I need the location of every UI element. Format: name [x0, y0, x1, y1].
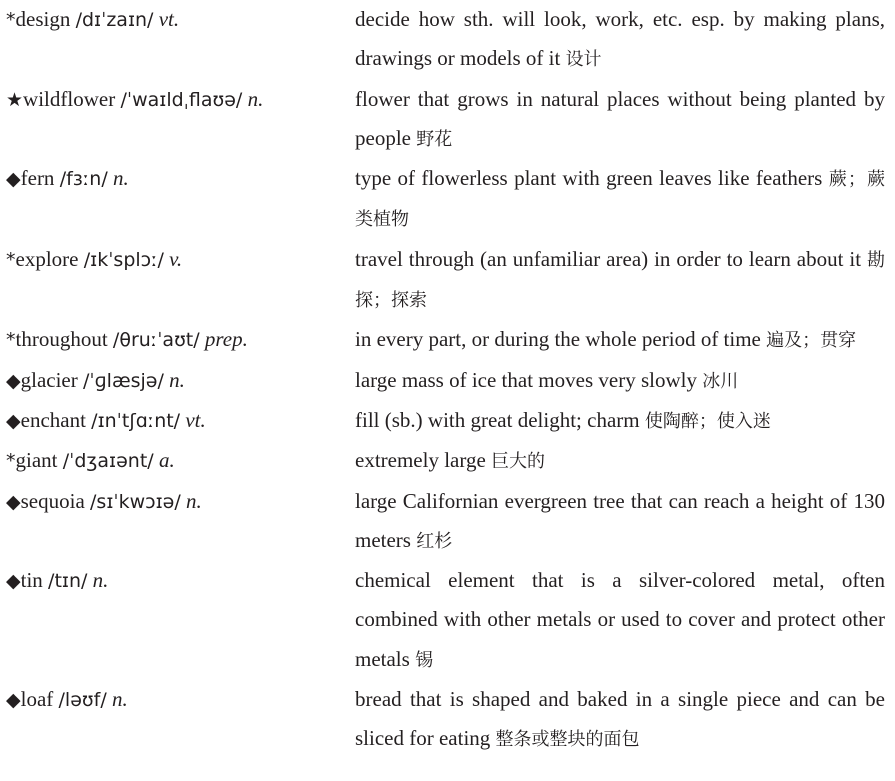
entry-marker: ◆: [6, 570, 21, 593]
entry-definition: bread that is shaped and baked in a single piece and can be sliced for eating: [355, 687, 885, 751]
entry-definition-block: [355, 482, 885, 562]
entry-definition-block: [355, 320, 885, 360]
entry-translation: 巨大的: [491, 451, 546, 473]
entry-headword: [0, 680, 355, 760]
entry-word: design: [15, 7, 71, 31]
entry-phonetic: /ɪkˈsplɔː/: [83, 248, 164, 271]
entry-part-of-speech: n.: [169, 367, 185, 392]
entry-part-of-speech: n.: [112, 166, 129, 191]
entry-part-of-speech: prep.: [204, 327, 248, 352]
entry-word: sequoia: [20, 488, 85, 513]
vocab-entry: [0, 561, 895, 680]
entry-part-of-speech: n.: [111, 687, 128, 712]
entry-headword: [0, 0, 355, 80]
entry-definition-block: [355, 441, 885, 481]
entry-marker: ◆: [6, 490, 21, 513]
entry-definition: decide how sth. will look, work, etc. esp. by making plans, drawings or models of it: [355, 7, 885, 71]
entry-phonetic: /θruːˈaʊt/: [112, 329, 200, 352]
entry-phonetic: /dɪˈzaɪn/: [75, 9, 154, 31]
entry-phonetic: /ɪnˈtʃɑːnt/: [91, 409, 181, 432]
entry-translation: 蕨；蕨类植物: [355, 169, 886, 231]
entry-definition: large mass of ice that moves very slowly: [355, 367, 697, 392]
entry-headword: [0, 482, 355, 562]
entry-phonetic: /ˈɡlæsjə/: [83, 369, 164, 392]
entry-part-of-speech: v.: [169, 246, 183, 271]
entry-marker: *: [6, 329, 16, 352]
entry-definition: fill (sb.) with great delight; charm: [355, 407, 640, 432]
entry-translation: 设计: [565, 49, 602, 71]
entry-definition: in every part, or during the whole period of time: [355, 327, 761, 352]
entry-translation: 锡: [415, 649, 434, 671]
vocab-entry: [0, 361, 895, 401]
entry-headword: [0, 80, 355, 160]
entry-marker: ◆: [6, 689, 21, 712]
vocab-entry: [0, 441, 895, 481]
entry-part-of-speech: n.: [92, 568, 109, 593]
entry-word: glacier: [20, 367, 78, 392]
entry-marker: ◆: [6, 409, 21, 432]
vocab-entry: [0, 482, 895, 562]
entry-word: wildflower: [23, 86, 116, 111]
entry-word: enchant: [20, 407, 86, 432]
vocab-entry: [0, 80, 895, 160]
entry-phonetic: /tɪn/: [48, 570, 88, 593]
vocab-entry: [0, 401, 895, 441]
entry-headword: [0, 320, 355, 360]
entry-definition-block: [355, 401, 885, 441]
entry-definition-block: [355, 80, 885, 160]
entry-definition-block: [355, 561, 885, 680]
entry-translation: 冰川: [702, 370, 739, 392]
entry-marker: ◆: [6, 369, 21, 392]
vocab-entry: [0, 159, 895, 240]
vocab-entry: [0, 680, 895, 760]
vocab-entry: [0, 0, 895, 80]
entry-part-of-speech: a.: [158, 448, 175, 473]
entry-phonetic: /fɜːn/: [59, 168, 108, 191]
entry-word: throughout: [15, 327, 108, 352]
entry-word: loaf: [20, 687, 54, 712]
entry-definition-block: [355, 0, 885, 80]
entry-translation: 野花: [416, 128, 453, 150]
entry-definition: chemical element that is a silver-colored metal, often combined with other metals or used to cover and protect other metals: [355, 568, 885, 671]
entry-headword: [0, 441, 355, 481]
entry-definition: type of flowerless plant with green leaves like feathers: [355, 166, 823, 191]
entry-headword: [0, 401, 355, 441]
entry-part-of-speech: vt.: [158, 7, 180, 31]
entry-headword: [0, 240, 355, 321]
entry-word: tin: [20, 568, 43, 593]
entry-translation: 勘探；探索: [355, 249, 886, 312]
vocab-entry: [0, 240, 895, 321]
entry-part-of-speech: n.: [247, 86, 264, 111]
entry-definition-block: [355, 159, 885, 240]
entry-definition-block: [355, 680, 885, 760]
entry-definition-block: [355, 361, 885, 401]
entry-headword: [0, 561, 355, 680]
entry-word: explore: [15, 246, 79, 271]
entry-definition: flower that grows in natural places without being planted by people: [355, 86, 885, 150]
entry-definition: travel through (an unfamiliar area) in order to learn about it: [355, 246, 862, 271]
entry-translation: 遍及；贯穿: [766, 330, 857, 352]
entry-translation: 使陶醉；使入迷: [644, 410, 771, 432]
entry-definition-block: [355, 240, 885, 321]
entry-headword: [0, 159, 355, 240]
entry-phonetic: /ˈdʒaɪənt/: [62, 450, 154, 473]
entry-phonetic: /ləʊf/: [58, 689, 107, 712]
entry-phonetic: /ˈwaɪldˌflaʊə/: [120, 88, 243, 111]
entry-marker: *: [6, 450, 16, 473]
entry-headword: [0, 361, 355, 401]
entry-part-of-speech: vt.: [185, 407, 206, 432]
entry-translation: 整条或整块的面包: [495, 729, 640, 751]
entry-definition: large Californian evergreen tree that can reach a height of 130 meters: [355, 488, 885, 552]
entry-word: fern: [20, 166, 55, 191]
entry-phonetic: /sɪˈkwɔɪə/: [90, 490, 181, 513]
entry-word: giant: [15, 448, 58, 473]
entry-marker: *: [6, 248, 16, 271]
entry-marker: ★: [6, 88, 24, 111]
entry-marker: *: [6, 9, 16, 31]
entry-definition: extremely large: [355, 448, 486, 473]
vocab-entry: [0, 320, 895, 360]
entry-marker: ◆: [6, 168, 21, 191]
entry-translation: 红杉: [416, 530, 453, 552]
entry-part-of-speech: n.: [186, 488, 202, 513]
